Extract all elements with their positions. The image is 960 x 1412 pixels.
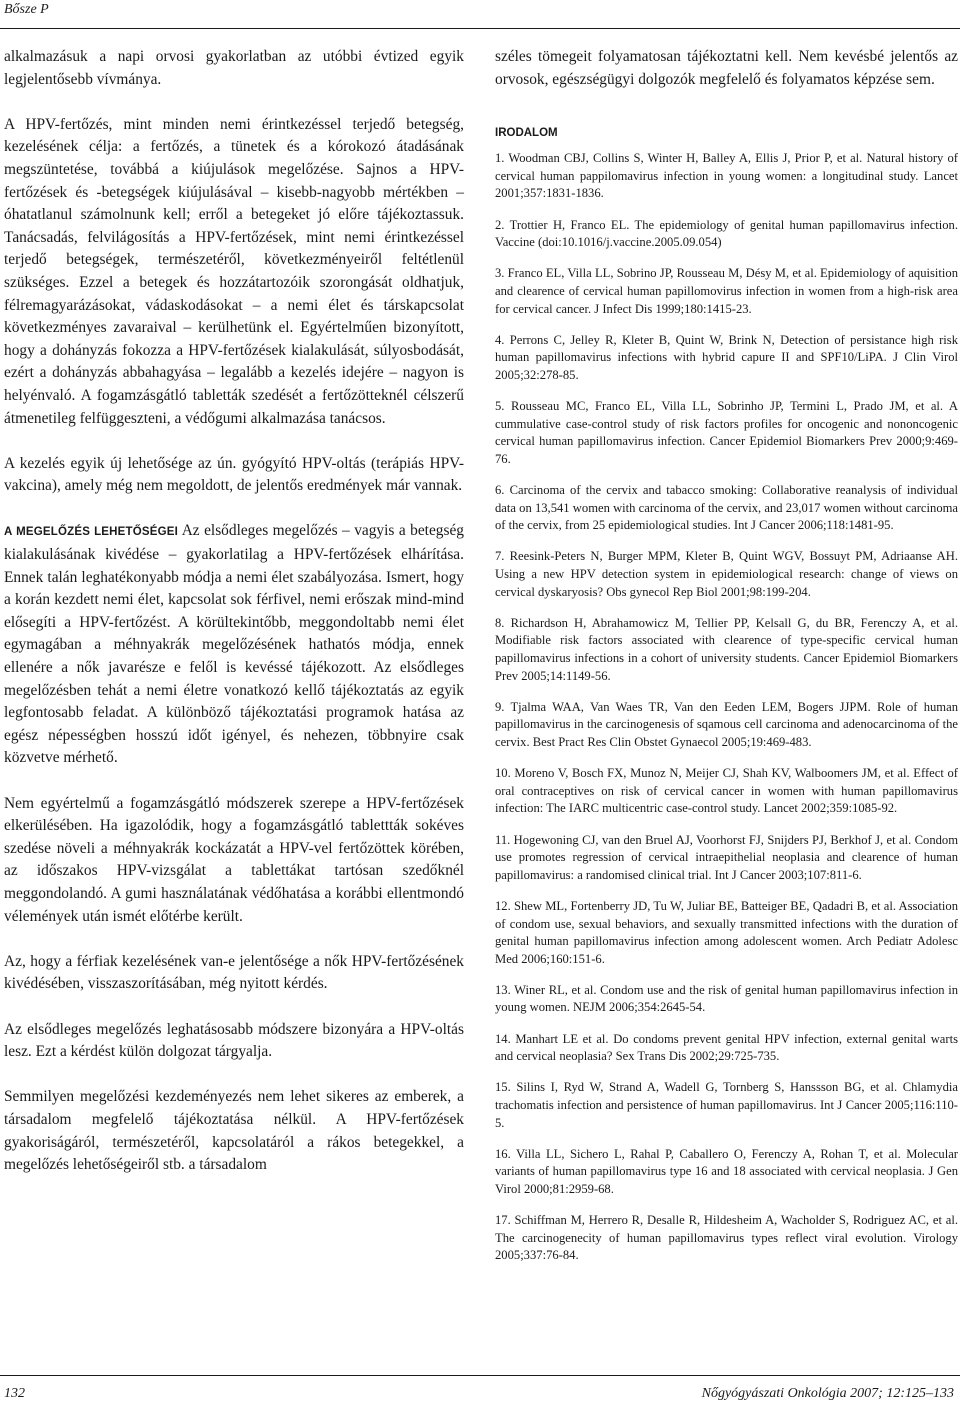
reference-item: 2. Trottier H, Franco EL. The epidemiology of genital human papillomavirus infection. Vaccine (doi:10.1016/j.vaccine.2005.09.054) (495, 217, 958, 250)
reference-item: 4. Perrons C, Jelley R, Kleter B, Quint W, Brink N, Detection of persistance high risk human papillomavirus infections with hybrid capure II and SPF10/LiPA. J Clin Virol 2005;32:278-85. (495, 332, 958, 382)
reference-list (495, 150, 958, 1265)
body-paragraph: alkalmazásuk a napi orvosi gyakorlatban az utóbbi évtized egyik legjelentősebb vívmánya. (4, 48, 464, 88)
reference-item: 6. Carcinoma of the cervix and tabacco smoking: Collaborative reanalysis of individual data on 13,541 women with carcinoma of the cervix, and 23,017 women without carcinoma of the cervix, from 25 epidemiological studies. Int J Cancer 2006;118:1481-95. (495, 483, 958, 533)
body-paragraph: Semmilyen megelőzési kezdeményezés nem lehet sikeres az emberek, a társadalom megfelelő tájékoztatása nélkül. A HPV-fertőzések gyakoriságáról, természetéről, kapcsolatáról a rákos betegekkel, a megelőzés lehetőségeiről stb. a társadalom (4, 1088, 464, 1174)
reference-item: 17. Schiffman M, Herrero R, Desalle R, Hildesheim A, Wacholder S, Rodriguez AC, et al. The carcinogenecity of human papillomavirus types reflect viral evolution. Virology 2005;337:76-84. (495, 1213, 958, 1263)
reference-item: 9. Tjalma WAA, Van Waes TR, Van den Eeden LEM, Bogers JJPM. Role of human papillomavirus in the carcinogenesis of sqamous cell carcinoma and adenocarcinoma of the cervix. Best Pract Res Clin Obstet Gynaecol 2005;19:469-483. (495, 699, 958, 749)
references-heading: IRODALOM (495, 127, 558, 140)
body-paragraph: Az elsődleges megelőzés leghatásosabb módszere bizonyára a HPV-oltás lesz. Ezt a kérdést külön dolgozat tárgyalja. (4, 1020, 464, 1061)
left-column (4, 46, 464, 1199)
bottom-rule (0, 1375, 960, 1376)
body-paragraph (4, 520, 464, 770)
reference-item: 11. Hogewoning CJ, van den Bruel AJ, Voorhorst FJ, Snijders PJ, Berkhof J, et al. Condom use promotes regression of cervical intraepithelial neoplasia and clearence of human papillomavirus: a randomised clinical trial. Int J Cancer 2003;107:811-6. (495, 832, 958, 882)
reference-item: 12. Shew ML, Fortenberry JD, Tu W, Juliar BE, Batteiger BE, Qadadri B, et al. Association of condom use, sexual behaviors, and sexually transmitted infections with the duration of genital human papillomavirus infection among adolescent women. Arch Pediatr Adolesc Med 2006;160:151-6. (495, 898, 958, 966)
reference-item: 3. Franco EL, Villa LL, Sobrino JP, Rousseau M, Désy M, et al. Epidemiology of aquisition and clearence of cervical human papillomovirus infection in women from a high-risk area for cervical cancer. J Infect Dis 1999;180:1415-23. (495, 266, 958, 316)
page-number: 132 (4, 1386, 25, 1401)
reference-item: 8. Richardson H, Abrahamowicz M, Tellier PP, Kelsall G, du BR, Ferenczy A, et al. Modifiable risk factors associated with clearence of type-specific cervical human papillomavirus infections in a cohort of university students. Cancer Epidemiol Biomarkers Prev 2005;14:1149-56. (495, 615, 958, 683)
reference-item: 1. Woodman CBJ, Collins S, Winter H, Balley A, Ellis J, Prior P, et al. Natural history of cervical human pappilomavirus infection in young women: a longitudinal study. Lancet 2001;357:1831-1836. (495, 151, 958, 201)
reference-item: 5. Rousseau MC, Franco EL, Villa LL, Sobrinho JP, Termini L, Prado JM, et al. A cummulative case-control study of risk factors profiles for oncogenic and nononcogenic cervical human papillomavirus infection. Cancer Epidemiol Biomarkers Prev 2000;9:469-76. (495, 399, 958, 466)
reference-item: 13. Winer RL, et al. Condom use and the risk of genital human papillomavirus infection in young women. NEJM 2006;354:2645-54. (495, 982, 958, 1015)
section-heading: A MEGELŐZÉS LEHETŐSÉGEI (4, 526, 179, 539)
top-rule (0, 28, 960, 29)
reference-item: 10. Moreno V, Bosch FX, Munoz N, Meijer CJ, Shah KV, Walboomers JM, et al. Effect of oral contraceptives on risk of cervical cancer in women with human papillomavirus infection: The IARC multicentric case-control study. Lancet 2002;359:1085-92. (495, 766, 958, 816)
right-column (495, 46, 958, 1279)
body-paragraph: Nem egyértelmű a fogamzásgátló módszerek szerepe a HPV-fertőzések elkerülésében. Ha igazolódik, hogy a fogamzásgátló tablettták sokéves szedése növeli a méhnyakrák kockázatát a HPV-vel fertőzöttek körében, az időszakos HPV-vizsgálat a tablettákat tartósan szedőknél meggondolandó. A gumi használatának védőhatása a korábbi ellentmondó vélemények után ismét előtérbe került. (4, 794, 464, 925)
reference-item: 7. Reesink-Peters N, Burger MPM, Kleter B, Quint WGV, Bossuyt PM, Adriaanse AH. Using a new HPV detection system in epidemiological research: change of views on cervical dyskaryosis? Obs gynecol Rep Biol 2001;98:199-204. (495, 549, 958, 599)
reference-item: 14. Manhart LE et al. Do condoms prevent genital HPV infection, external genital warts and cervical neoplasia? Sex Trans Dis 2002;29:725-735. (495, 1031, 958, 1064)
journal-citation: Nőgyógyászati Onkológia 2007; 12:125–133 (701, 1386, 954, 1401)
running-head: Bősze P (4, 2, 49, 17)
body-paragraph: A HPV-fertőzés, mint minden nemi érintkezéssel terjedő betegség, kezelésének célja: a fertőzés, a tünetek és a kórokozó átadásának megszüntetése, továbbá a kiújulások megelőzése. Sajnos a HPV-fertőzések és -betegségek kiújulásával – kisebb-nagyobb mértékben – óhatatlanul számolnunk kell; erről a betegeket jó előre tájékoztassuk. Tanácsadás, felvilágosítás a HPV-fertőzések, mint nemi érintkezéssel terjedő betegségek, természetéről, következményeiről feltétlenül szükséges. Ezzel a betegek és hozzátartozóik szorongását oldhatjuk, félremagyarázásokat, vádaskodásokat – a nemi élet és társkapcsolat következményes zavaraival – kerülhetünk el. Egyértelműen bizonyított, hogy a dohányzás fokozza a HPV-fertőzések kialakulását, súlyosbodását, ezért a dohányzás abbahagyása – legalább a kezelés idejére – nagyon is helyénvaló. A fogamzásgátló tabletták szedését a fertőzötteknél célszerű átmenetileg felfüggeszteni, a védőgumi alkalmazása tanácsos. (4, 115, 464, 427)
body-paragraph: Az, hogy a férfiak kezelésének van-e jelentősége a nők HPV-fertőzésének kivédésében, visszaszorításában, még nyitott kérdés. (4, 952, 464, 993)
body-paragraph: A kezelés egyik új lehetősége az ún. gyógyító HPV-oltás (terápiás HPV-vakcina), amely még nem megoldott, de jelentős eredmények már vannak. (4, 454, 464, 495)
body-paragraph: széles tömegeit folyamatosan tájékoztatni kell. Nem kevésbé jelentős az orvosok, egészségügyi dolgozók megfelelő és folyamatos képzése sem. (495, 48, 958, 88)
reference-item: 15. Silins I, Ryd W, Strand A, Wadell G, Tornberg S, Hanssson BG, et al. Chlamydia trachomatis infection and persistence of human papillomavirus. Int J Cancer 2005;116:110-5. (495, 1080, 958, 1130)
reference-item: 16. Villa LL, Sichero L, Rahal P, Caballero O, Ferenczy A, Rohan T, et al. Molecular variants of human papillomavirus type 16 and 18 associated with cervical neoplasia. J Gen Virol 2000;81:2959-68. (495, 1146, 958, 1196)
section-text: Az elsődleges megelőzés – vagyis a betegség kialakulásának kivédése – gyakorlatilag a HPV-fertőzések elhárítása. Ennek talán leghatékonyabb módja a nemi élet szabályozása. Ismert, hogy a korán kezdett nemi élet, kapcsolat sok férfivel, nemi erőszak mind-mind elősegíti a HPV-fertőzést. A körültekintőbb, meggondoltabb nemi élet egymagában a méhnyakrák megelőzésének hathatós módja, ennek ellenére a nők javarésze e felől is kevéssé tájékozott. Az elsődleges megelőzésben tehát a nemi életre vonatkozó kellő tájékoztatás az egyik legfontosabb feladat. A különböző tájékoztatási programok hatása az egész népességben hosszú időt igényel, és nehezen, többnyire csak közvetve mérhető. (4, 522, 464, 767)
